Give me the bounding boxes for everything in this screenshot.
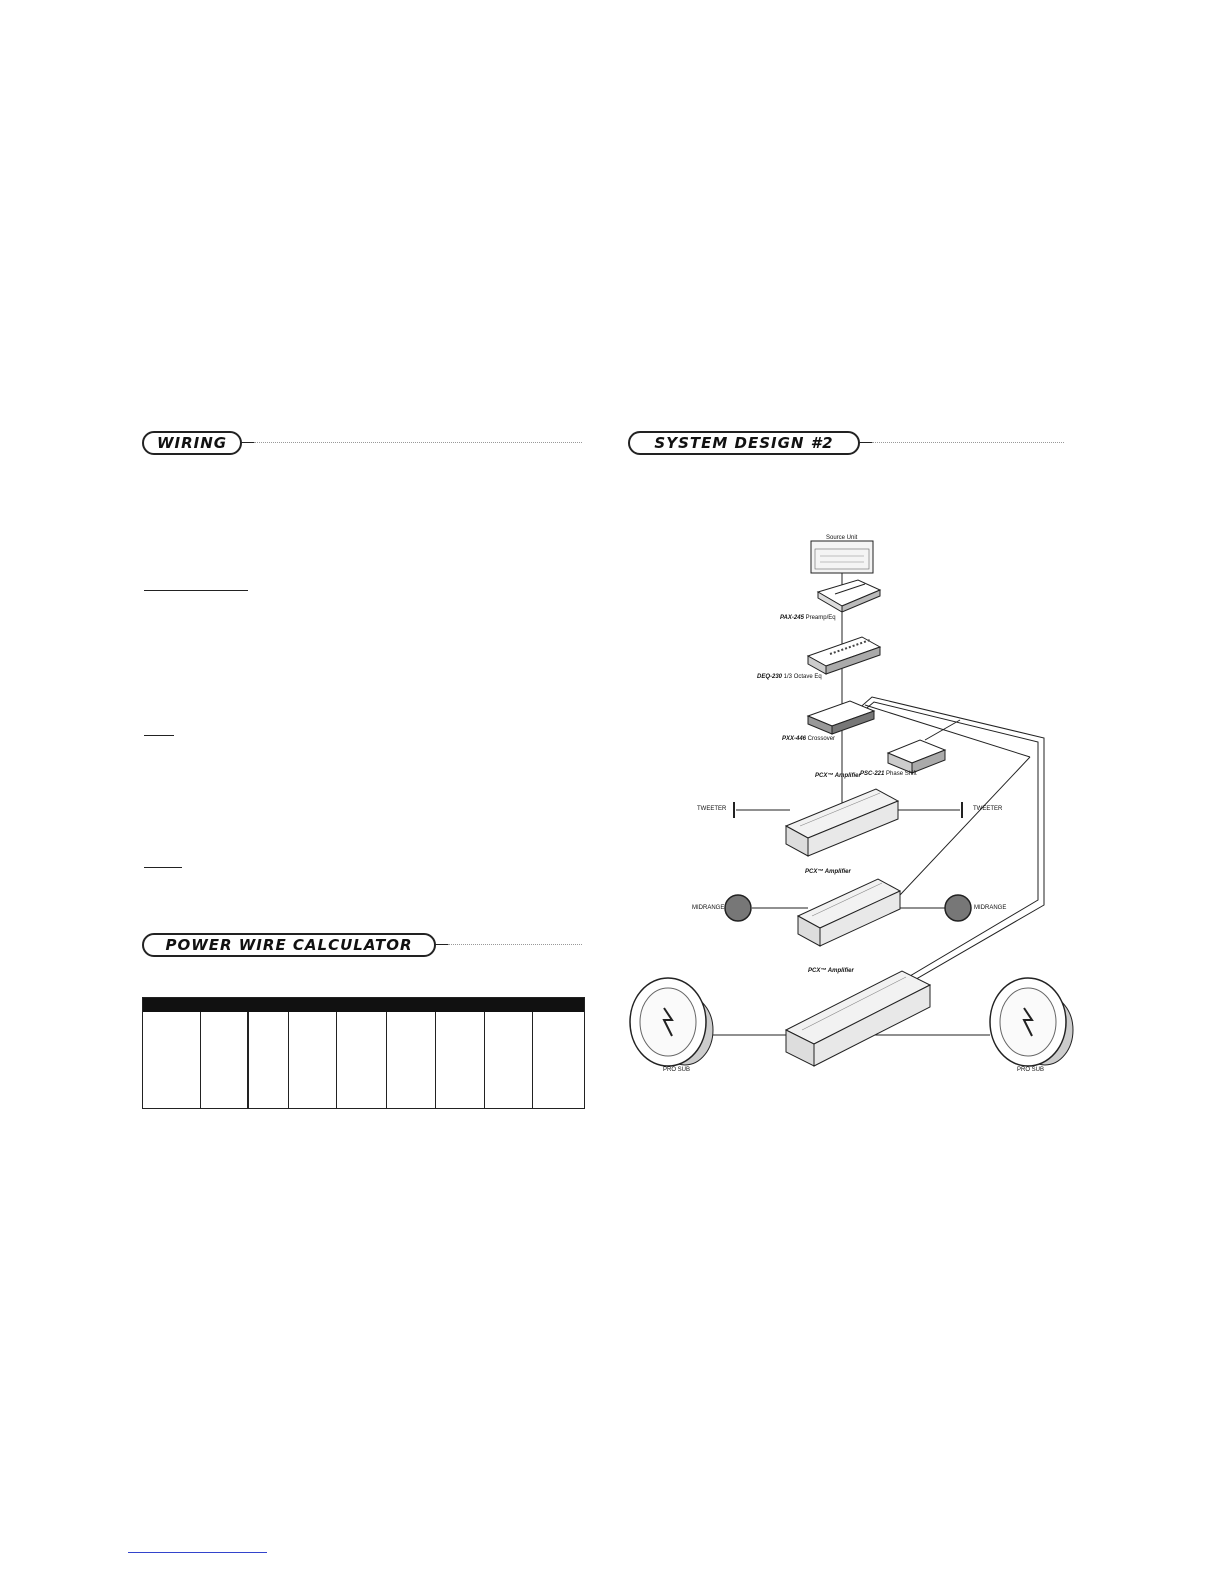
power-header-rule xyxy=(448,944,582,945)
source-unit-label: Source Unit xyxy=(826,535,858,541)
table-header-bar xyxy=(143,998,584,1012)
tweeter-right-label: TWEETER xyxy=(973,806,1003,812)
midrange-left-label: MIDRANGE xyxy=(692,905,725,911)
octave-eq xyxy=(808,637,880,674)
eq-desc: 1/3 Octave Eq xyxy=(782,674,822,680)
tweeter-left-label: TWEETER xyxy=(697,806,727,812)
subheading-underline-3 xyxy=(144,867,182,868)
power-wire-header xyxy=(142,933,582,955)
power-wire-table xyxy=(142,997,585,1109)
amplifier-2-label xyxy=(805,869,851,875)
table-divider xyxy=(200,1012,201,1108)
table-divider xyxy=(484,1012,485,1108)
crossover-label xyxy=(782,736,835,742)
amplifier-3-label xyxy=(808,968,854,974)
crossover xyxy=(808,701,874,734)
crossover-desc: Crossover xyxy=(806,736,836,742)
system-diagram xyxy=(620,520,1080,1080)
subheading-underline-1 xyxy=(144,590,248,591)
sub-left-label: PRO SUB xyxy=(663,1067,691,1073)
preamp-label xyxy=(780,615,836,621)
crossover-model: PXX-446 xyxy=(782,736,807,742)
wiring-header xyxy=(142,431,582,453)
phase-desc: Phase Shift xyxy=(884,771,917,777)
subheading-underline-2 xyxy=(144,735,174,736)
system-design-header xyxy=(628,431,1064,453)
system-design-title: SYSTEM DESIGN #2 xyxy=(628,431,860,455)
table-divider xyxy=(336,1012,337,1108)
preamp-model: PAX-245 xyxy=(780,615,804,621)
table-divider xyxy=(435,1012,436,1108)
amplifier-1 xyxy=(736,789,960,856)
table-divider xyxy=(532,1012,533,1108)
subwoofer-left-icon xyxy=(630,978,713,1066)
table-divider xyxy=(288,1012,289,1108)
wiring-title: WIRING xyxy=(142,431,242,455)
amp2-text: PCX™ Amplifier xyxy=(805,869,851,875)
phase-shift xyxy=(888,740,945,773)
eq-label xyxy=(757,674,822,680)
system-design-rule xyxy=(872,442,1064,443)
preamp-eq xyxy=(818,580,880,612)
source-unit xyxy=(811,541,873,573)
phase-model: PSC-221 xyxy=(860,771,885,777)
footer-link-underline[interactable] xyxy=(128,1552,267,1553)
amplifier-1-label xyxy=(815,773,861,779)
table-divider xyxy=(386,1012,387,1108)
amplifier-2 xyxy=(752,879,945,946)
subwoofer-right-icon xyxy=(990,978,1073,1066)
table-divider xyxy=(247,1012,249,1108)
amp3-text: PCX™ Amplifier xyxy=(808,968,854,974)
signal-line xyxy=(900,757,1030,895)
preamp-desc: Preamp/Eq xyxy=(803,615,836,621)
midrange-left-icon xyxy=(725,895,751,921)
midrange-right-label: MIDRANGE xyxy=(974,905,1007,911)
sub-right-label: PRO SUB xyxy=(1017,1067,1045,1073)
signal-line xyxy=(865,705,1030,757)
midrange-right-icon xyxy=(945,895,971,921)
wiring-header-rule xyxy=(254,442,582,443)
amplifier-3 xyxy=(705,971,990,1066)
amp1-text: PCX™ Amplifier xyxy=(815,773,861,779)
eq-model: DEQ-230 xyxy=(757,674,783,680)
signal-line xyxy=(925,720,960,740)
power-wire-title: POWER WIRE CALCULATOR xyxy=(142,933,436,957)
phase-shift-label xyxy=(860,771,917,777)
